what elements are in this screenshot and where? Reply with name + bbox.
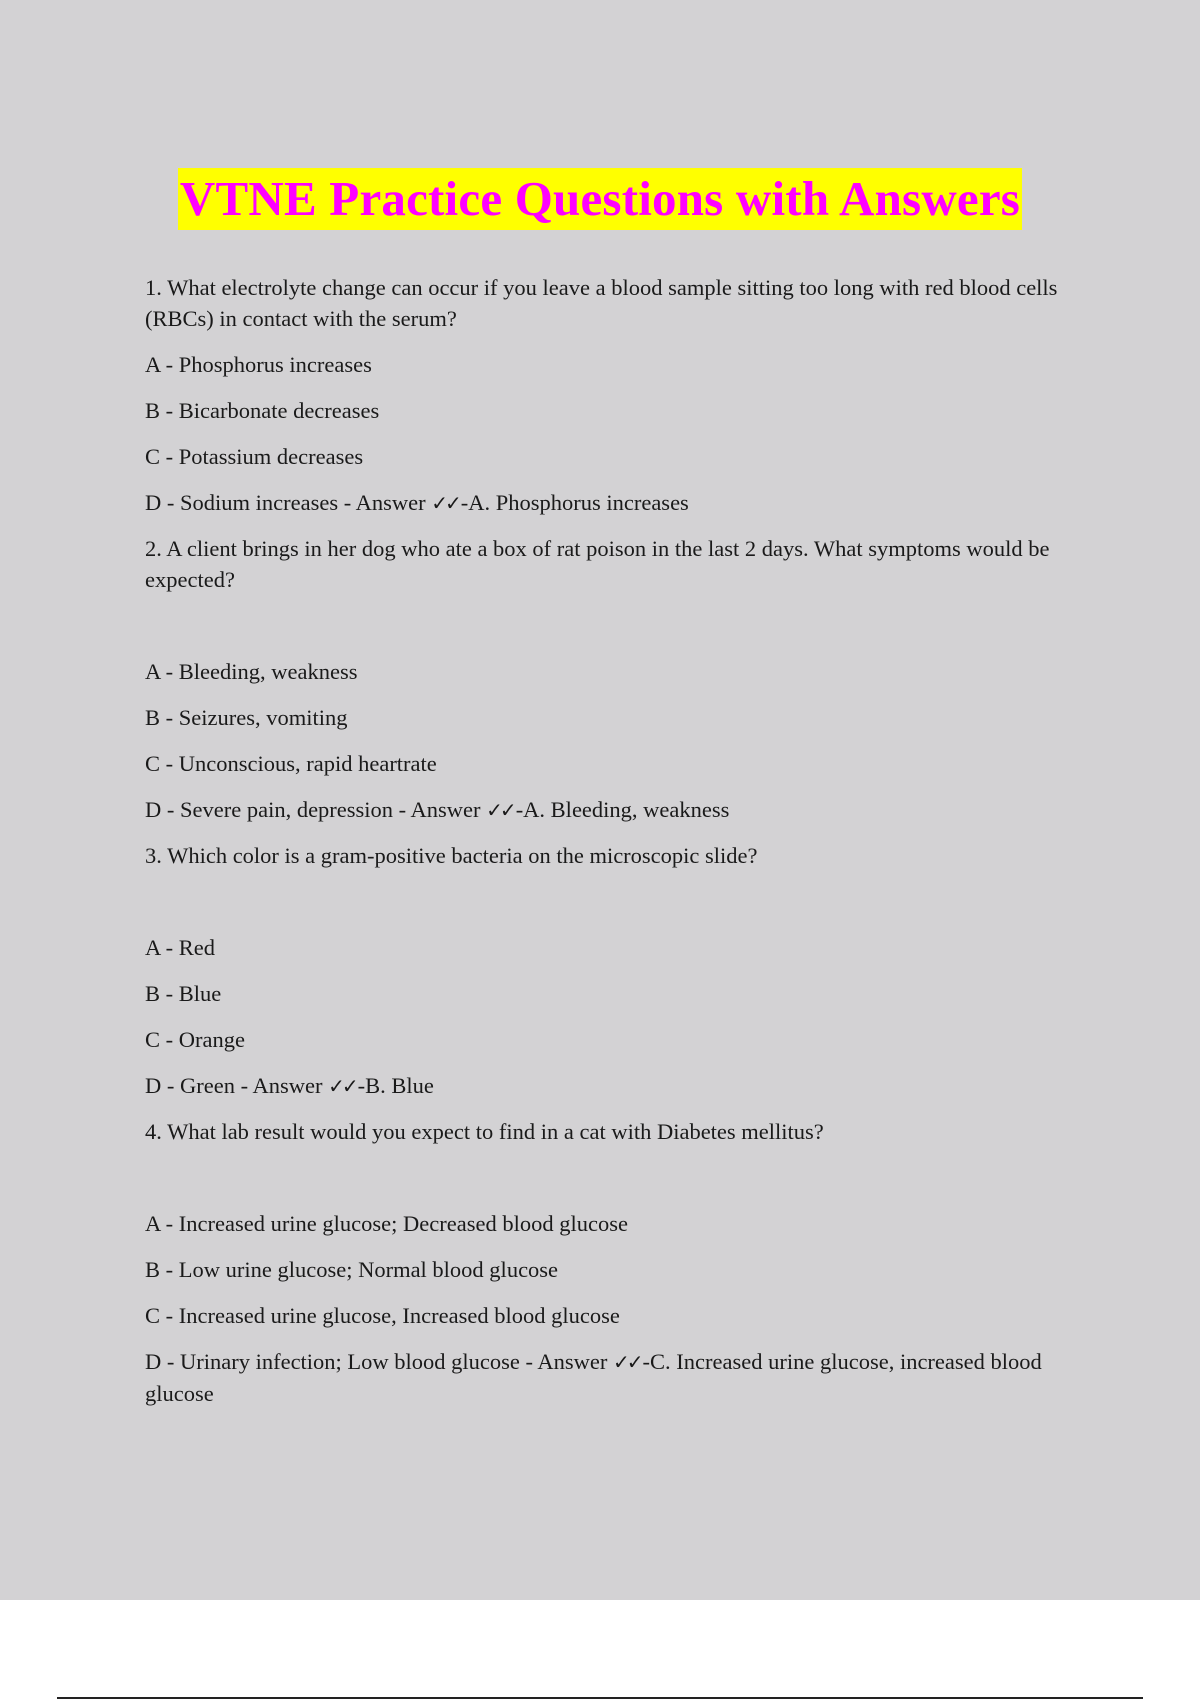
answer-option-with-answer	[145, 794, 1085, 826]
question-text: 2. A client brings in her dog who ate a box of rat poison in the last 2 days. What symptoms would be expected?	[145, 536, 1050, 592]
question-block	[145, 1116, 1085, 1409]
answer-option: A - Phosphorus increases	[145, 352, 372, 377]
correct-answer: -B. Blue	[357, 1073, 434, 1098]
answer-option: B - Seizures, vomiting	[145, 705, 348, 730]
answer-option: A - Red	[145, 935, 215, 960]
question-block	[145, 840, 1085, 1102]
question-text: 4. What lab result would you expect to find in a cat with Diabetes mellitus?	[145, 1119, 824, 1144]
correct-answer: -C. Increased urine glucose, increased blood glucose	[145, 1349, 1042, 1406]
answer-option: A - Bleeding, weakness	[145, 659, 358, 684]
correct-answer: -A. Bleeding, weakness	[515, 797, 730, 822]
title-wrapper	[0, 168, 1200, 230]
answer-option: A - Increased urine glucose; Decreased blood glucose	[145, 1211, 628, 1236]
question-text: 3. Which color is a gram-positive bacteria on the microscopic slide?	[145, 843, 758, 868]
question-block	[145, 272, 1085, 519]
answer-option-text: D - Urinary infection; Low blood glucose - Answer	[145, 1349, 614, 1374]
answer-option: B - Low urine glucose; Normal blood glucose	[145, 1257, 559, 1282]
correct-answer: -A. Phosphorus increases	[460, 490, 689, 515]
answer-option-text: D - Green - Answer	[145, 1073, 329, 1098]
footer-divider	[57, 1697, 1143, 1699]
blank-spacer	[145, 1162, 1085, 1208]
answer-option: C - Potassium decreases	[145, 444, 364, 469]
answer-option: B - Bicarbonate decreases	[145, 398, 380, 423]
answer-option-text: D - Severe pain, depression - Answer	[145, 797, 487, 822]
answer-option-text: D - Sodium increases - Answer	[145, 490, 432, 515]
question-list	[145, 272, 1085, 1423]
double-check-icon: ✓✓	[613, 1350, 641, 1374]
answer-option: C - Increased urine glucose, Increased blood glucose	[145, 1303, 620, 1328]
answer-option-with-answer	[145, 1346, 1085, 1409]
answer-option: C - Unconscious, rapid heartrate	[145, 751, 437, 776]
double-check-icon: ✓✓	[431, 491, 459, 515]
answer-option-with-answer	[145, 1070, 1085, 1102]
question-text: 1. What electrolyte change can occur if you leave a blood sample sitting too long with red blood cells (RBCs) in contact with the serum?	[145, 275, 1058, 331]
answer-option-with-answer	[145, 487, 1085, 519]
blank-spacer	[145, 886, 1085, 932]
answer-option: C - Orange	[145, 1027, 245, 1052]
document-title: VTNE Practice Questions with Answers	[178, 168, 1022, 230]
answer-option: B - Blue	[145, 981, 222, 1006]
double-check-icon: ✓✓	[486, 798, 514, 822]
double-check-icon: ✓✓	[328, 1074, 356, 1098]
blank-spacer	[145, 610, 1085, 656]
question-block	[145, 533, 1085, 826]
